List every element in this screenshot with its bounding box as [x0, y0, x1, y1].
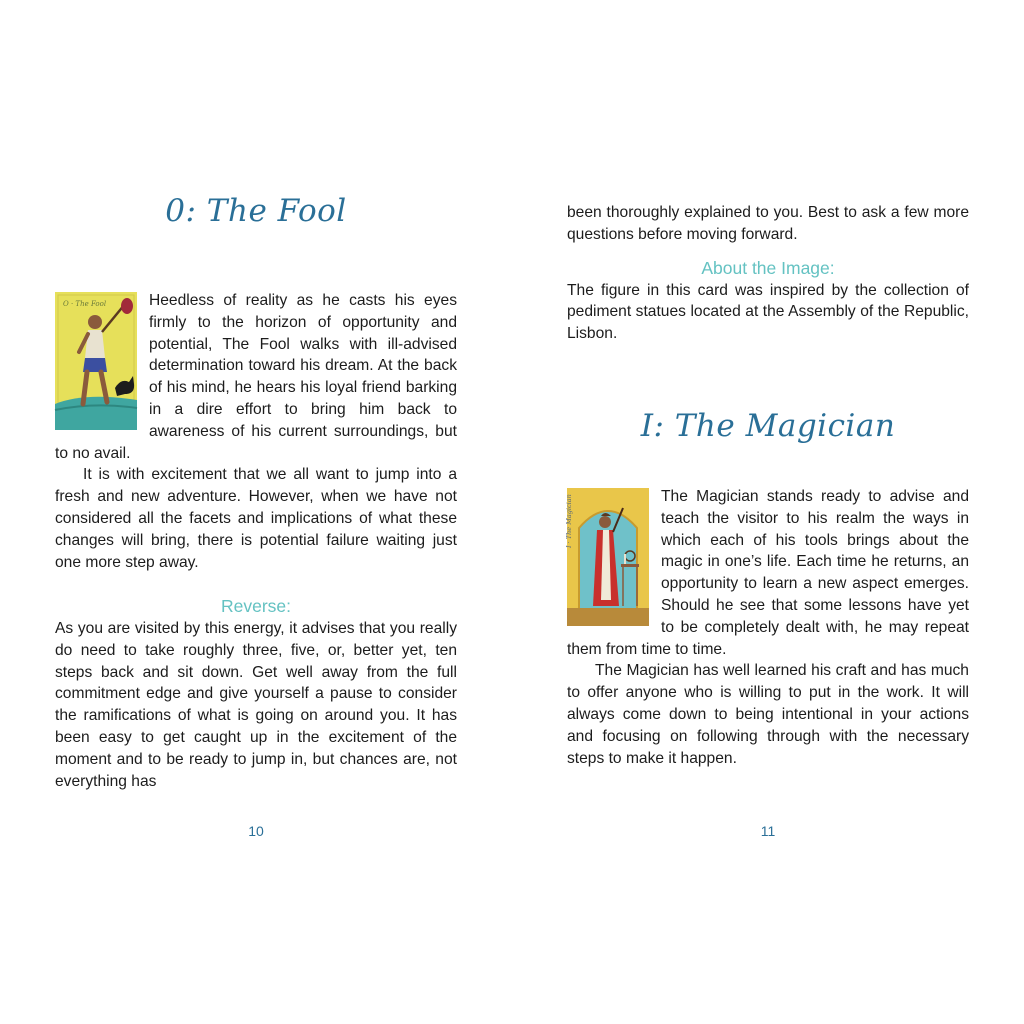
- svg-text:O · The Fool: O · The Fool: [63, 300, 107, 308]
- magician-card-image: [567, 488, 649, 626]
- svg-text:I · The Magician: I · The Magician: [565, 494, 573, 548]
- fool-intro-paragraph-2: It is with excitement that we all want to jump into a fresh and new adventure. However, when we have not considered all the facets and implications of what these changes will bring, there is potential failure waiting just one more step away.: [55, 466, 457, 571]
- magician-tarot-card-icon: [567, 488, 649, 626]
- magician-intro-paragraph-1: The Magician stands ready to advise and teach the visitor to his realm the ways in which each of his tools brings about the magic in one’s life. Each time he returns, an opportunity to learn a new aspect emerges. Should he see that some lessons have yet to be completely dealt with, he may repeat them from time to time.: [567, 488, 969, 658]
- fool-card-title: 0: The Fool: [165, 193, 347, 229]
- magician-intro-paragraph-2: The Magician has well learned his craft and has much to offer anyone who is willing to put in the work. It will always come down to being intentional in your actions and focusing on following through with the necessary steps to make it happen.: [567, 662, 969, 767]
- fool-reverse-section: [55, 594, 457, 792]
- magician-description: [567, 486, 969, 769]
- continued-text: been thoroughly explained to you. Best to ask a few more questions before moving forward.: [567, 204, 969, 243]
- fool-intro-paragraph-1: Heedless of reality as he casts his eyes firmly to the horizon of opportunity and potential, The Fool walks with ill-advised determination toward his dream. At the back of his mind, he hears his loyal friend barking in a dire effort to bring him back to awareness of his current surroundings, but to no avail.: [55, 292, 457, 462]
- fool-card-image: [55, 292, 137, 430]
- right-page: [567, 0, 969, 1024]
- page-number-right: 11: [760, 823, 776, 839]
- about-image-text: The figure in this card was inspired by the collection of pediment statues located at the Assembly of the Republic, Lisbon.: [567, 281, 969, 343]
- magician-card-title: I: The Magician: [640, 408, 896, 444]
- page-number-left: 10: [248, 823, 264, 839]
- fool-description: [55, 290, 457, 573]
- reverse-heading: Reverse:: [220, 596, 292, 616]
- fool-tarot-card-icon: [55, 292, 137, 430]
- reverse-text: As you are visited by this energy, it advises that you really do need to take roughly three, five, or, better yet, ten steps back and sit down. Get well away from the full commitment edge and give yourself a pause to consider the ramifications of what is going on around you. It has been easy to get caught up in the excitement of the moment and to be ready to jump in, but chances are, not everything has: [55, 620, 457, 790]
- left-page: [55, 0, 457, 1024]
- fool-continued-section: [567, 202, 969, 345]
- about-image-heading: About the Image:: [701, 257, 835, 278]
